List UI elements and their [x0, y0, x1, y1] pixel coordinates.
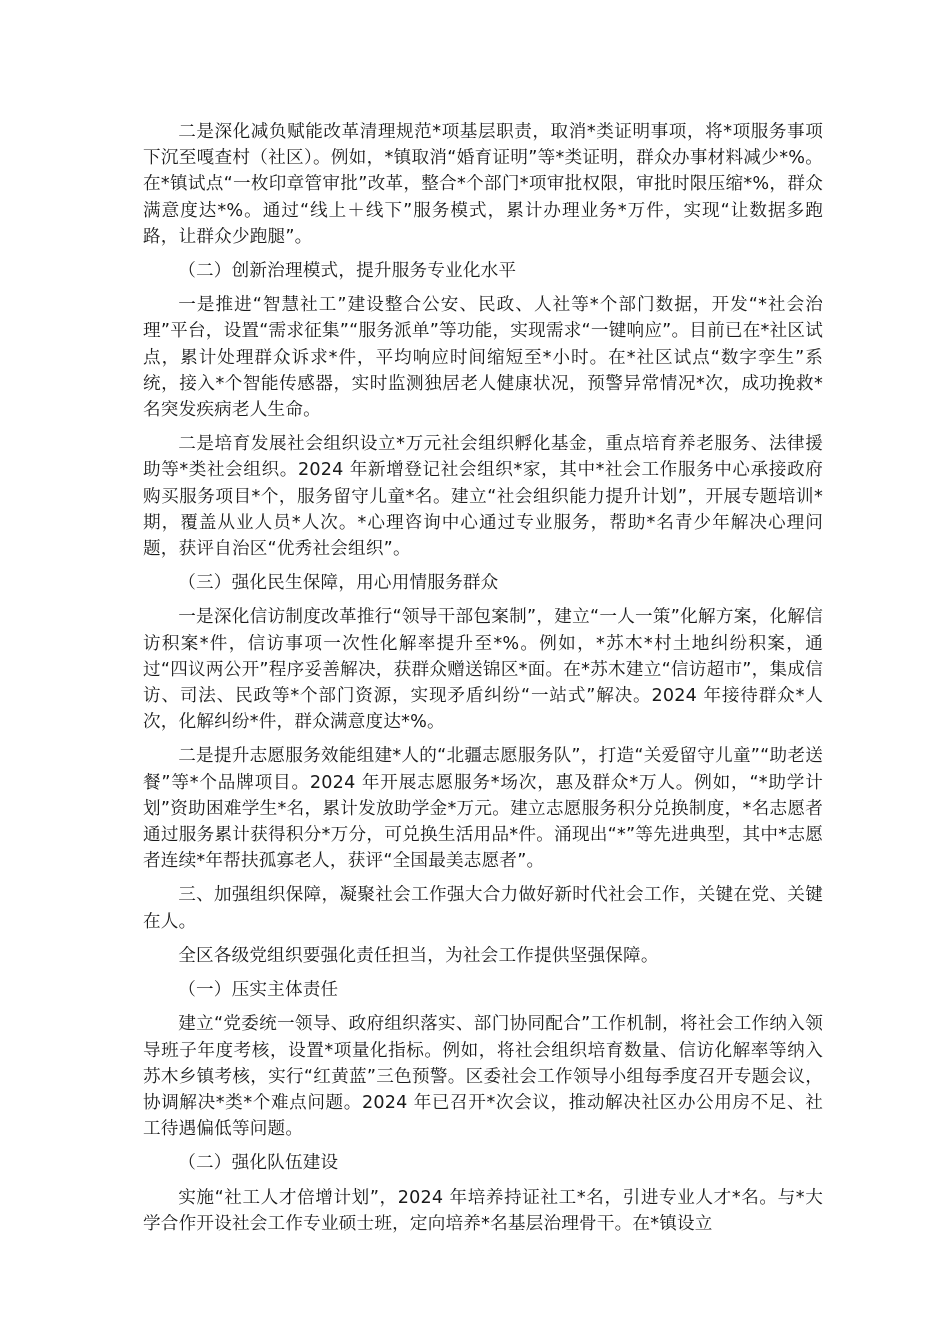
paragraph-work-mechanism: 建立“党委统一领导、政府组织落实、部门协同配合”工作机制，将社会工作纳入领导班子年度考核，设置*项量化指标。例如，将社会组织培育数量、信访化解率等纳入苏木乡镇考核，实行“红黄蓝”三色预警。区委社会工作领导小组每季度召开专题会议，协调解决*类*个难点问题。2024 年已召开*次会议，推动解决社区办公用房不足、社工待遇偏低等问题。 [143, 1014, 823, 1140]
paragraph-petition-reform: 一是深化信访制度改革推行“领导干部包案制”，建立“一人一策”化解方案，化解信访积案*件，信访事项一次性化解率提升至*%。例如，*苏木*村土地纠纷积案，通过“四议两公开”程序妥善解决，获群众赠送锦区*面。在*苏木建立“信访超市”，集成信访、司法、民政等*个部门资源，实现矛盾纠纷“一站式”解决。2024 年接待群众*人次，化解纠纷*件，群众满意度达*%。 [143, 607, 823, 733]
paragraph-social-organizations: 二是培育发展社会组织设立*万元社会组织孵化基金，重点培育养老服务、法律援助等*类社会组织。2024 年新增登记社会组织*家，其中*社会工作服务中心承接政府购买服务项目*个，服务留守儿童*名。建立“社会组织能力提升计划”，开展专题培训*期，覆盖从业人员*人次。*心理咨询中心通过专业服务，帮助*名青少年解决心理问题，获评自治区“优秀社会组织”。 [143, 434, 823, 560]
section-heading-team-building: （二）强化队伍建设 [178, 1153, 339, 1174]
section-heading-main-responsibility: （一）压实主体责任 [178, 980, 339, 1001]
document-body [143, 119, 823, 1245]
section-heading-livelihood: （三）强化民生保障，用心用情服务群众 [178, 573, 499, 594]
paragraph-volunteer-service: 二是提升志愿服务效能组建*人的“北疆志愿服务队”，打造“关爱留守儿童”“助老送餐”等*个品牌项目。2024 年开展志愿服务*场次，惠及群众*万人。例如，“*助学计划”资助困难学生*名，累计发放助学金*万元。建立志愿服务积分兑换制度，*名志愿者通过服务累计获得积分*万分，可兑换生活用品*件。涌现出“*”等先进典型，其中*志愿者连续*年帮扶孤寡老人，获评“全国最美志愿者”。 [143, 746, 823, 872]
paragraph-smart-social-work: 一是推进“智慧社工”建设整合公安、民政、人社等*个部门数据，开发“*社会治理”平台，设置“需求征集”“服务派单”等功能，实现需求“一键响应”。目前已在*社区试点，累计处理群众诉求*件，平均响应时间缩短至*小时。在*社区试点“数字孪生”系统，接入*个智能传感器，实时监测独居老人健康状况，预警异常情况*次，成功挽救*名突发疾病老人生命。 [143, 295, 823, 421]
section-heading-innovate-governance: （二）创新治理模式，提升服务专业化水平 [178, 261, 517, 282]
paragraph-reduce-burden: 二是深化减负赋能改革清理规范*项基层职责，取消*类证明事项，将*项服务事项下沉至嘎查村（社区）。例如，*镇取消“婚育证明”等*类证明，群众办事材料减少*%。在*镇试点“一枚印章管审批”改革，整合*个部门*项审批权限，审批时限压缩*%，群众满意度达*%。通过“线上＋线下”服务模式，累计办理业务*万件，实现“让数据多跑路，让群众少跑腿”。 [143, 122, 823, 247]
paragraph-party-responsibility: 全区各级党组织要强化责任担当，为社会工作提供坚强保障。 [178, 945, 659, 966]
paragraph-talent-plan: 实施“社工人才倍增计划”，2024 年培养持证社工*名，引进专业人才*名。与*大学合作开设社会工作专业硕士班，定向培养*名基层治理骨干。在*镇设立 [143, 1187, 823, 1234]
paragraph-organization-guarantee: 三、加强组织保障，凝聚社会工作强大合力做好新时代社会工作，关键在党、关键在人。 [143, 885, 823, 932]
